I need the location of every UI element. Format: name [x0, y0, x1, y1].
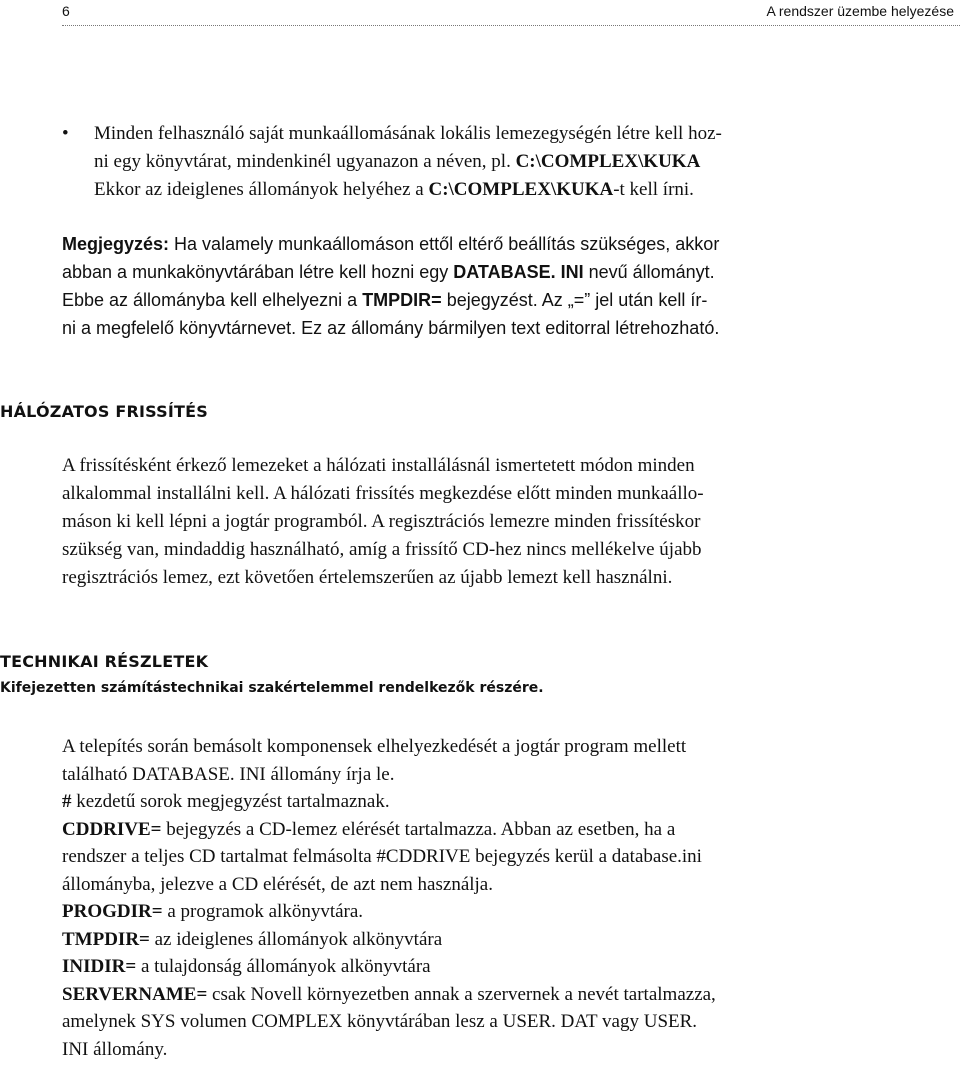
text-run: bejegyzés a CD-lemez elérését tartalmazza. Abban az esetben, ha a — [161, 818, 676, 840]
note-line: ni a megfelelő könyvtárnevet. Ez az állomány bármilyen text editorral létrehozható. — [62, 318, 720, 338]
header-divider — [62, 25, 960, 26]
paragraph-line: szükség van, mindaddig használható, amíg a frissítő CD-hez nincs mellékelve újabb — [62, 539, 702, 560]
detail-line: állományba, jelezve a CD elérését, de azt nem használja. — [62, 873, 493, 895]
key-highlight: INIDIR= — [62, 956, 137, 977]
text-run: kezdetű sorok megjegyzést tartalmaznak. — [71, 791, 390, 812]
technical-details — [62, 733, 862, 1063]
text-run: Ebbe az állományba kell elhelyezni a — [62, 290, 363, 310]
text-run: bejegyzést. Az „=” jel után kell ír- — [441, 290, 708, 310]
text-run: ni egy könyvtárat, mindenkinél ugyanazon a néven, pl. — [94, 151, 516, 172]
detail-line: található DATABASE. INI állomány írja le. — [62, 763, 395, 785]
text-run: Ha valamely munkaállomáson ettől eltérő beállítás szükséges, akkor — [169, 234, 720, 254]
detail-line — [62, 981, 862, 1009]
chapter-title: A rendszer üzembe helyezése — [766, 3, 954, 19]
paragraph-line: máson ki kell lépni a jogtár programból. A regisztrációs lemezre minden frissítéskor — [62, 511, 701, 532]
paragraph-line: regisztrációs lemez, ezt követően értelemszerűen az újabb lemezt kell használni. — [62, 567, 673, 588]
bullet-marker: • — [62, 123, 69, 144]
bullet-line — [94, 148, 862, 176]
text-run: az ideiglenes állományok alkönyvtára — [149, 928, 443, 950]
key-highlight: SERVERNAME= — [62, 983, 208, 1005]
text-run: -t kell írni. — [613, 179, 694, 200]
key-highlight: # — [62, 791, 72, 812]
detail-line — [62, 953, 862, 981]
note-line — [62, 286, 862, 314]
key-highlight: PROGDIR= — [62, 901, 163, 922]
detail-line: rendszer a teljes CD tartalmat felmásolta #CDDRIVE bejegyzés kerül a database.ini — [62, 846, 702, 867]
note-paragraph — [62, 230, 862, 342]
detail-line — [62, 898, 862, 926]
key-highlight: TMPDIR= — [362, 290, 442, 310]
text-run: a programok alkönyvtára. — [162, 901, 364, 922]
key-highlight: CDDRIVE= — [62, 818, 162, 840]
detail-line: A telepítés során bemásolt komponensek elhelyezkedését a jogtár program mellett — [62, 736, 687, 757]
text-run: nevű állományt. — [583, 262, 715, 282]
note-label: Megjegyzés: — [62, 234, 170, 254]
update-paragraph — [62, 452, 862, 592]
detail-line — [62, 926, 862, 954]
bullet-text — [94, 120, 862, 204]
path-highlight: C:\COMPLEX\KUKA — [515, 151, 701, 172]
section-heading: HÁLÓZATOS FRISSÍTÉS — [0, 402, 209, 421]
note-line — [62, 258, 862, 286]
text-run: a tulajdonság állományok alkönyvtára — [136, 956, 431, 977]
detail-line — [62, 788, 862, 816]
text-run: Ekkor az ideiglenes állományok helyéhez a — [94, 179, 429, 200]
page-number: 6 — [62, 3, 70, 19]
bullet-item — [62, 120, 862, 204]
page-header — [0, 0, 960, 28]
detail-line: amelynek SYS volumen COMPLEX könyvtárában lesz a USER. DAT vagy USER. — [62, 1011, 698, 1032]
key-highlight: TMPDIR= — [62, 928, 150, 950]
section-subheading: Kifejezetten számítástechnikai szakértelemmel rendelkezők részére. — [0, 680, 544, 696]
text-run: csak Novell környezetben annak a szervernek a nevét tartalmazza, — [207, 983, 716, 1005]
text-run: abban a munkakönyvtárában létre kell hozni egy — [62, 262, 454, 282]
path-highlight: C:\COMPLEX\KUKA — [428, 179, 614, 200]
detail-line: INI állomány. — [62, 1038, 168, 1060]
section-heading: TECHNIKAI RÉSZLETEK — [0, 652, 209, 671]
bullet-line — [94, 176, 862, 204]
filename-highlight: DATABASE. INI — [453, 262, 584, 282]
detail-line — [62, 816, 862, 844]
note-line — [62, 230, 862, 258]
paragraph-line: alkalommal installálni kell. A hálózati frissítés megkezdése előtt minden munkaállo- — [62, 483, 704, 504]
bullet-line: Minden felhasználó saját munkaállomásának lokális lemezegységén létre kell hoz- — [94, 123, 722, 144]
paragraph-line: A frissítésként érkező lemezeket a hálózati installálásnál ismertetett módon minden — [62, 455, 695, 476]
